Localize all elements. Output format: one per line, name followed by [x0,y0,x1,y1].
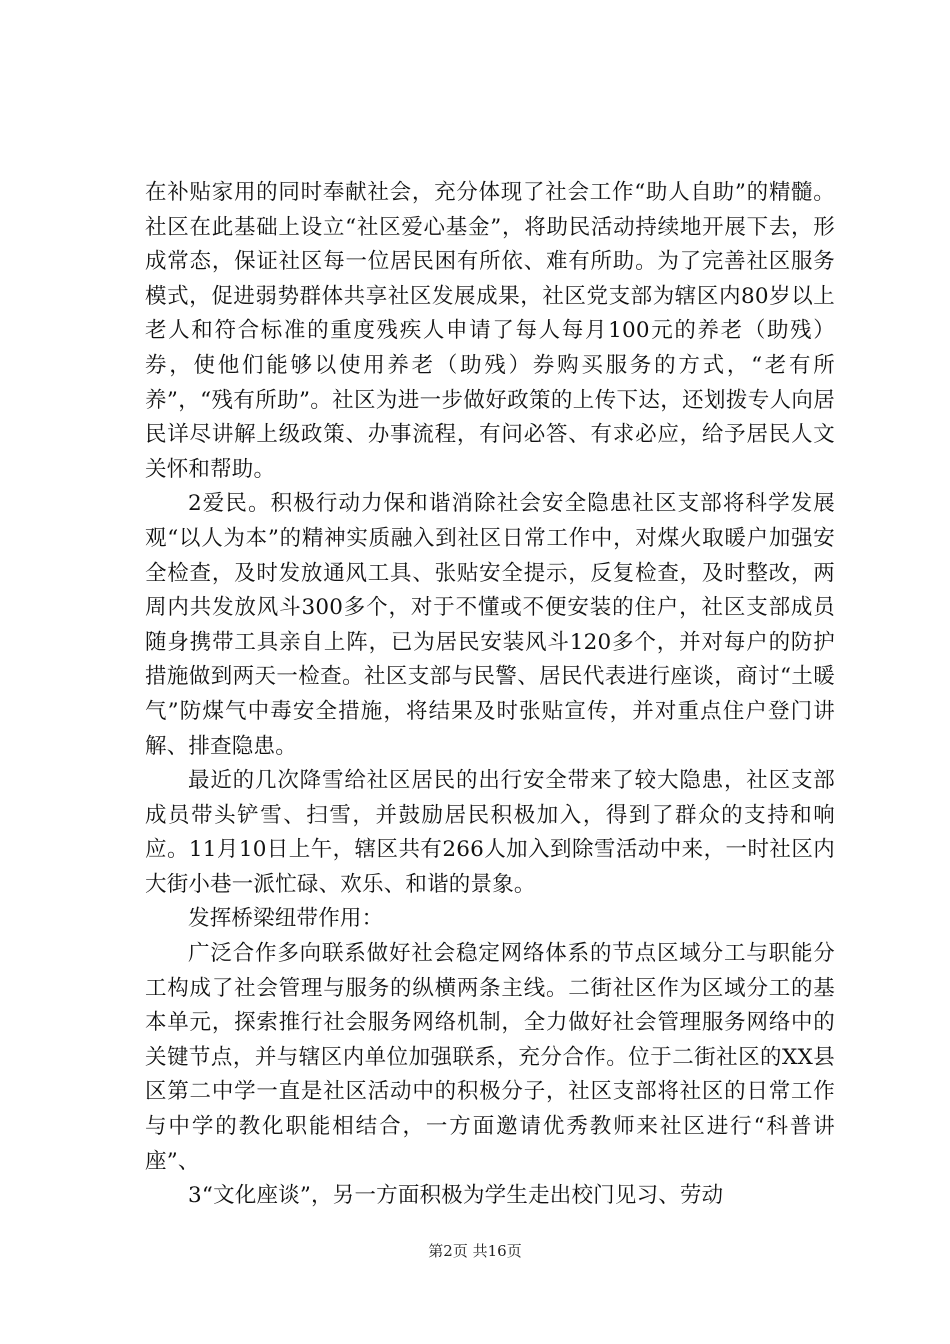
paragraph-love-residents-safety: 2爱民。积极行动力保和谐消除社会安全隐患社区支部将科学发展观“以人为本”的精神实质融入到社区日常工作中，对煤火取暖户加强安全检查，及时发放通风工具、张贴安全提示，反复检查，及时整改，两周内共发放风斗300多个，对于不懂或不便安装的住户，社区支部成员随身携带工具亲自上阵，已为居民安装风斗120多个，并对每户的防护措施做到两天一检查。社区支部与民警、居民代表进行座谈，商讨“土暖气”防煤气中毒安全措施，将结果及时张贴宣传，并对重点住户登门讲解、排查隐患。 [145,491,835,759]
paragraph-cultural-talks: 3“文化座谈”，另一方面积极为学生走出校门见习、劳动 [188,1183,724,1209]
page-number-footer: 第2页 共16页 [428,1242,522,1260]
section-heading-bridge-role: 发挥桥梁纽带作用： [188,906,384,932]
paragraph-welfare-services: 在补贴家用的同时奉献社会，充分体现了社会工作“助人自助”的精髓。社区在此基础上设立“社区爱心基金”，将助民活动持续地开展下去，形成常态，保证社区每一位居民困有所依、难有所助。为了完善社区服务模式，促进弱势群体共享社区发展成果，社区党支部为辖区内80岁以上老人和符合标准的重度残疾人申请了每人每月100元的养老（助残）券，使他们能够以使用养老（助残）券购买服务的方式，“老有所养”，“残有所助”。社区为进一步做好政策的上传下达，还划拨专人向居民详尽讲解上级政策、办事流程，有问必答、有求必应，给予居民人文关怀和帮助。 [145,180,835,482]
paragraph-cooperation-network: 广泛合作多向联系做好社会稳定网络体系的节点区域分工与职能分工构成了社会管理与服务的纵横两条主线。二街社区作为区域分工的基本单元，探索推行社会服务网络机制，全力做好社会管理服务网络中的关键节点，并与辖区内单位加强联系，充分合作。位于二街社区的XX县区第二中学一直是社区活动中的积极分子，社区支部将社区的日常工作与中学的教化职能相结合，一方面邀请优秀教师来社区进行“科普讲座”、 [145,941,835,1174]
paragraph-snow-clearing: 最近的几次降雪给社区居民的出行安全带来了较大隐患，社区支部成员带头铲雪、扫雪，并鼓励居民积极加入，得到了群众的支持和响应。11月10日上午，辖区共有266人加入到除雪活动中来，一时社区内大街小巷一派忙碌、欢乐、和谐的景象。 [145,768,835,897]
document-body [145,176,835,1214]
